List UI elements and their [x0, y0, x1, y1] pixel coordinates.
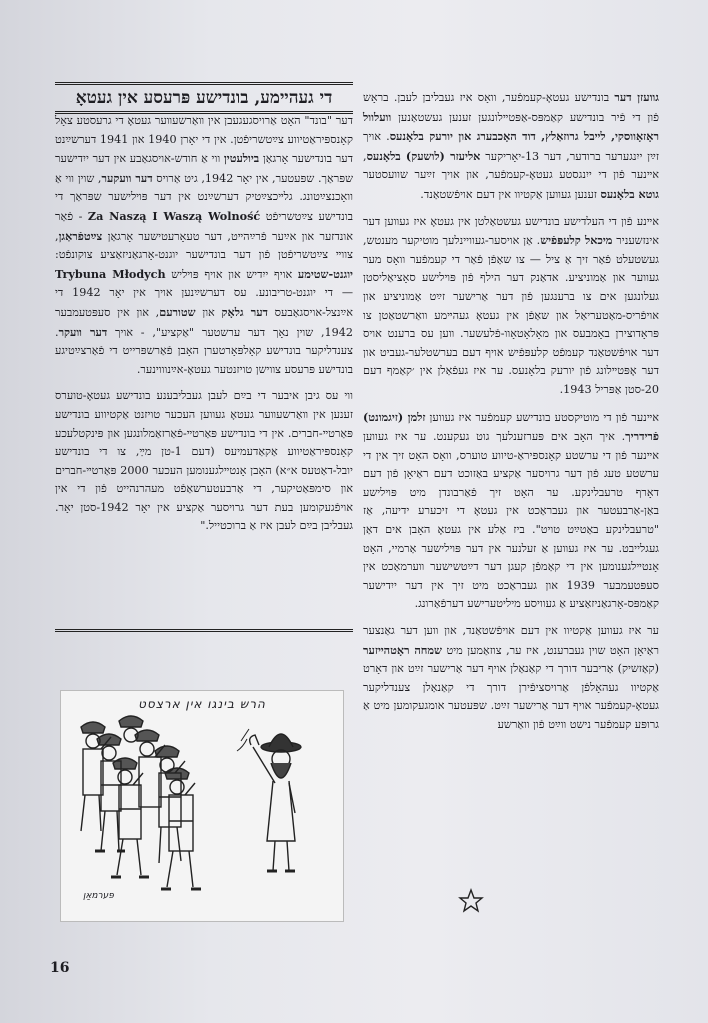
cartoon-drawing	[61, 691, 343, 921]
star-icon	[458, 888, 484, 914]
paragraph-press: דער "בונד" האָט אַרויסגעגעבן אין װאַרשעװער געטאָ די גרעסטע צאָל קאָנספּיראַטיווע צײַטשריפֿטן. אין די יאָרן 1940 און 1941 דערשײַנט דער בונדישער אָרגאַן ביולעטין ווי אַ חודש-אויסגאַבע אין דער ייִדישער שפּראַך. שפּעטער, אין יאָר 1942, גיט אַרויס דער וועקער, שוין ווי אַ וואָכנצײַטונג. גלײכצײַטיק דערשײַנט אין דער פּױלישער שפּראַך די בונדישע צײַטשריפֿט Za Naszą I Waszą Wolność - פֿאַר אונדזער און אײַער פֿרײַהײט, דער טעאָרעטישער אָרגאַן צײַטפֿראַגן, צווײ צײַטשריפֿטן פֿון דער בונדישער יוגנט-אָרגאַניזאַציע צוקונפֿט: יוגנט-שטימע אויף ייִדיש און אויף פּױליש Trybuna Młodych — די יוגנט-טריבונע. עס דערשײַנען אויך אין יאָר 1942 די אײַנצל-אויסגאַבעס דער גלאָק און שטורעם, און אין סעפּטעמבער 1942, שוין נאָך דער ערשטער "אַקציע", - אויך דער װעקר. צענדליקער בונדישע קאָלפּאָרטערן האָבן פֿאַרשפּרייט די פֿאַרצײַטיגע בונדישע פּרעסע צווישן טויזנטער געטאָ-אײַנוווינער.	[55, 114, 354, 376]
artist-signature: פּערמאַן	[83, 891, 114, 901]
paragraph-klepfish: אײנע פֿון די העלדישע בונדישע געשטאַלטן אין געטאָ איז געווען דער אינזשעניר מיכאל קלעפּפֿיש. אַן אויסער-געוויינלעך מוטיקער מענטש, געשטעלט פֿאַר זיך אַ ציל — צו שאַפֿן פֿאַר די קעמפֿער וואָס מער געווער און אַמוניציע. אדאַנק דער הילף פֿון פּױלישע סאָציאַליסטן געלונגען אים צו ברענגען פֿון דער אַרישער זײַט אַמוניציע און אויפֿריס-מאַטעריאַל און שאַפֿן אין געטאָ געהײמע װאַרשטאַטן צו פּראָדוצירן באָמבעס און מאָלאָטאָוו-פֿלעשער. װען עס ברענט אויס דער אויפֿשטאַנד קעמפֿט קלעפּפֿיש אויף דעם בערשטלער-געביט און דער אָפּטײלונג פֿון יורעק בלאָנעס. ער איז געפֿאַלן אין ׳קאַמף דעם 20-סטן אַפּריל 1943.	[363, 214, 660, 396]
left-column	[55, 112, 353, 544]
paragraph-rothaizer: ער איז געווען אַקטיוו אין דעם אויפֿשטאַנד, און װען דער גאַנצער ראַיאָן האָט שוין געברענט, איז ער, צוזאַמען מיט שמחה ראָטהײזער (קאַזשיק) אַריבער דורך די קאַנאַלן אויף דער אַרישער זײַט און דאָרט אַקטיוו געהאָלפֿן אַרויסציפֿירן דורך די קאַנאַלן צענדליקער געטאָ-קעמפֿער אויף דער אַרישער זײַט. שפּעטער אומגעקומען מיט אַ גרופּע קעמפֿער נישט װײַט פֿון װאַרשע	[363, 624, 659, 731]
cartoon-caption: הרש בינגו אין ארצסט	[138, 697, 266, 711]
right-column	[363, 88, 659, 743]
paragraph-gvuzen: גוועזן דער בונדישע געטאָ-קעמפֿער, וואָס איז געבליבן לעבן. בראָש פֿון די פֿיר בונדישע קאַמפּס-אַפּטײלונגען זענען געשטאַנען וועלוול ראָזאָווסקי, לײבל גרוזאַלץ, דוד האָכבערג און יורעק בלאָנעס. אויך זײַן ייִנגערער ברודער, דער 13-יאָריקער אליעזר (לושעק) בלאָנעס, אײנער פֿון די ייִנגסטע געטאָ-קעמפֿער, און אויך זײַער שוועסטער גוטא בלאָנעס זענען געווען אַקטיוו אין דעם אויפֿשטאַנד.	[363, 90, 659, 201]
paragraph-fridrich: אײנער פֿון די מוטיקסטע בונדישע קעמפֿער איז געווען זלמן (זיגמונט) פֿרידריך. איך האָב אים פּערזענלעך גוט געקענט. ער איז געווען אײנער פֿון די ערשטע קאָנספּיראַ-טיווע טוערס, וואָס האָט זיך אין די ערשטע טעג פֿון דער גרויסער אַקציע באַזוכט דעם ראַיאָן פֿון דעם דאָרף טרעבלינקע. ער האָט זיך פֿאַרבונדן מיט פּױלישע באַן-אַרבעטער און געבראַכט אין געטאָ די זיכערע ידיעה, אַז "טרעבלינקע באַטײַט טויט". ביז אַלע אין געטאָ האָבן אים דאַן געגלייבט. ער איז געווען אַ זעלנער אין דער פּױלישער אַרמיי, האָט אָנטײלגענומען אין די קאַמפֿן קעגן דער דײַטשישער װערמאַכט אין סעפּטעמבער 1939 און געבראַכט מיט זיך אין דער ייִדישער קאַמפּס-אָרגאַניזאַציע אַ געוויסע מיליטערישע דערפֿאַרונג.	[363, 409, 659, 611]
article-title: די געהײמע, בונדישע פּרעסע אין געטאָ	[55, 82, 353, 114]
cartoon-illustration	[60, 690, 344, 922]
paragraph-members: ווי עס גיבן איבער די בײַם לעבן געבליבענע בונדישע געטאָ-טוערס זענען אין װאַרשעװער געטאָ געווען העכער טויזנט אַקטיווע בונדישע פּאַרטײ-חברים. אין די בונדישע פּאַרטײ-פֿאַרזאַמלונגען און פּינקטלעכע קאָנספּיראַטיווע אַקאַדעמיעס (דעם 1-טן מײַ, צו די בונדישע יובל-דאַטעס א״א) האָבן אָנטײלגענומען העכער 2000 פּאַרטײ-חברים און סימפּאַטיקער, די אַרבעטערשאַפֿט מעהרנהייט פֿון די אין אויפֿגעקומען בעת דער גרויסער אַקציע אין יאָר 1942-סטן יאָר. געבליבן בײַם לעבן איז אַ ברוכטייל."	[55, 389, 353, 533]
page-number: 16	[50, 960, 70, 976]
section-divider	[55, 629, 353, 632]
bearded-man-figure	[237, 729, 301, 871]
soldiers-group	[81, 716, 201, 889]
